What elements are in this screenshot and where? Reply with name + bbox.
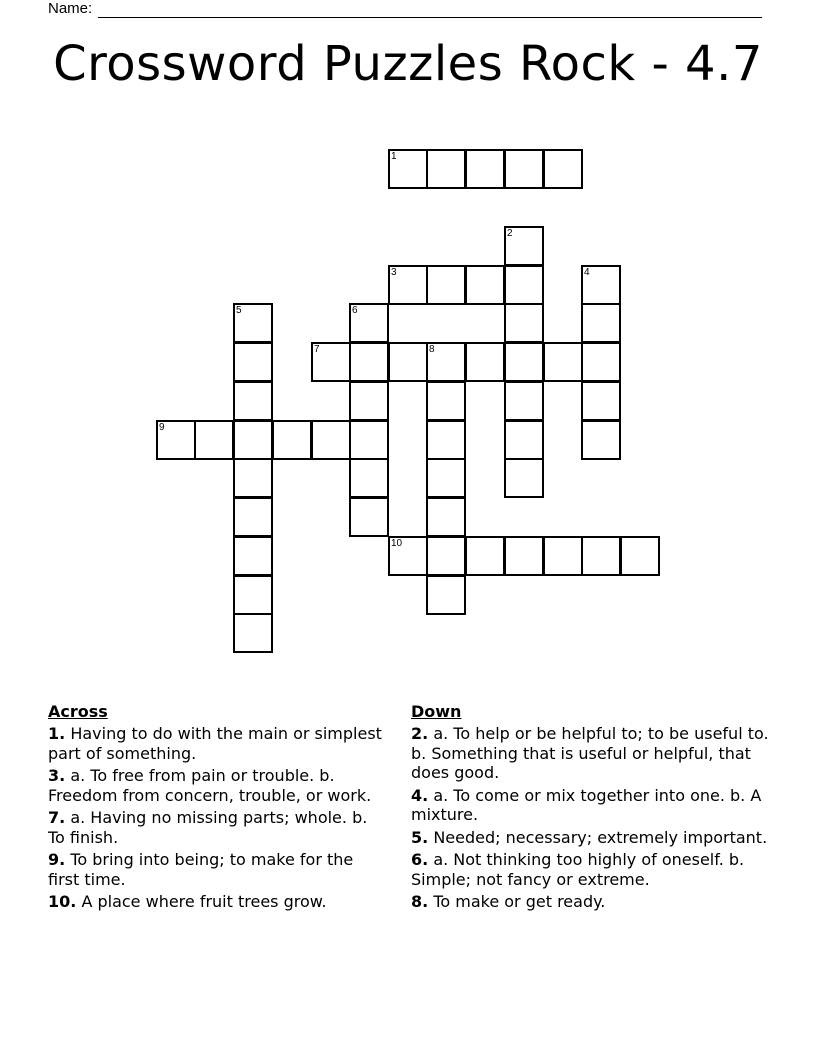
clue-number: 4. bbox=[411, 785, 429, 805]
clue-text: a. To come or mix together into one. b. A mixture. bbox=[411, 785, 762, 824]
grid-cell[interactable] bbox=[504, 342, 544, 382]
clue-number: 3. bbox=[48, 766, 66, 785]
clue-number: 7. bbox=[48, 808, 66, 827]
cell-number: 8 bbox=[429, 344, 435, 355]
grid-cell[interactable] bbox=[194, 420, 234, 460]
clue-text: Needed; necessary; extremely important. bbox=[433, 827, 768, 847]
cell-number: 7 bbox=[314, 344, 320, 355]
cell-number: 9 bbox=[159, 422, 165, 433]
clue-number: 6. bbox=[411, 850, 429, 869]
grid-cell[interactable] bbox=[581, 420, 621, 460]
grid-cell[interactable] bbox=[426, 497, 466, 537]
down-clues bbox=[411, 702, 773, 915]
grid-cell[interactable] bbox=[426, 342, 466, 382]
grid-cell[interactable] bbox=[504, 265, 544, 305]
grid-cell[interactable] bbox=[233, 497, 273, 537]
clue-number: 5. bbox=[411, 827, 429, 847]
grid-cell[interactable] bbox=[465, 536, 505, 576]
clue-text: a. To free from pain or trouble. b. Freedom from concern, trouble, or work. bbox=[48, 766, 372, 805]
grid-cell[interactable] bbox=[543, 536, 583, 576]
grid-cell[interactable] bbox=[388, 149, 428, 189]
grid-cell[interactable] bbox=[465, 342, 505, 382]
grid-cell[interactable] bbox=[504, 381, 544, 421]
grid-cell[interactable] bbox=[465, 149, 505, 189]
grid-cell[interactable] bbox=[504, 458, 544, 498]
grid-cell[interactable] bbox=[233, 575, 273, 615]
grid-cell[interactable] bbox=[311, 420, 351, 460]
grid-cell[interactable] bbox=[581, 381, 621, 421]
grid-cell[interactable] bbox=[504, 536, 544, 576]
grid-cell[interactable] bbox=[349, 497, 389, 537]
clue-down-5 bbox=[411, 828, 773, 848]
grid-cell[interactable] bbox=[620, 536, 660, 576]
cell-number: 6 bbox=[352, 305, 358, 316]
grid-cell[interactable] bbox=[426, 381, 466, 421]
clue-down-8 bbox=[411, 892, 773, 912]
grid-cell[interactable] bbox=[311, 342, 351, 382]
grid-cell[interactable] bbox=[581, 265, 621, 305]
grid-cell[interactable] bbox=[426, 575, 466, 615]
cell-number: 2 bbox=[507, 228, 513, 239]
clue-across-10 bbox=[48, 892, 384, 912]
grid-cell[interactable] bbox=[349, 381, 389, 421]
across-clues bbox=[48, 702, 384, 915]
grid-cell[interactable] bbox=[349, 420, 389, 460]
grid-cell[interactable] bbox=[465, 265, 505, 305]
grid-cell[interactable] bbox=[349, 342, 389, 382]
cell-number: 1 bbox=[391, 151, 397, 162]
grid-cell[interactable] bbox=[233, 458, 273, 498]
grid-cell[interactable] bbox=[233, 381, 273, 421]
clue-text: To bring into being; to make for the first time. bbox=[48, 850, 354, 889]
grid-cell[interactable] bbox=[233, 420, 273, 460]
clue-down-4 bbox=[411, 786, 773, 825]
clue-down-2 bbox=[411, 724, 773, 783]
clue-down-6 bbox=[411, 850, 773, 889]
clue-across-7 bbox=[48, 808, 384, 847]
grid-cell[interactable] bbox=[426, 149, 466, 189]
grid-cell[interactable] bbox=[388, 536, 428, 576]
clue-number: 8. bbox=[411, 892, 429, 911]
grid-cell[interactable] bbox=[349, 458, 389, 498]
clue-across-9 bbox=[48, 850, 384, 889]
cell-number: 10 bbox=[391, 538, 403, 549]
grid-cell[interactable] bbox=[233, 536, 273, 576]
grid-cell[interactable] bbox=[233, 303, 273, 343]
clue-number: 1. bbox=[48, 724, 66, 743]
clue-text: Having to do with the main or simplest part of something. bbox=[48, 724, 382, 763]
grid-cell[interactable] bbox=[233, 613, 273, 653]
grid-cell[interactable] bbox=[272, 420, 312, 460]
cell-number: 4 bbox=[584, 267, 590, 278]
grid-cell[interactable] bbox=[388, 342, 428, 382]
clue-text: To make or get ready. bbox=[433, 892, 606, 911]
grid-cell[interactable] bbox=[426, 265, 466, 305]
grid-cell[interactable] bbox=[156, 420, 196, 460]
clue-across-3 bbox=[48, 766, 384, 805]
clue-text: a. To help or be helpful to; to be useful to. b. Something that is useful or helpful, that does good. bbox=[411, 724, 769, 782]
down-heading: Down bbox=[411, 702, 462, 721]
cell-number: 5 bbox=[236, 305, 242, 316]
across-heading: Across bbox=[48, 702, 108, 721]
grid-cell[interactable] bbox=[581, 303, 621, 343]
clue-text: A place where fruit trees grow. bbox=[81, 892, 327, 911]
grid-cell[interactable] bbox=[543, 342, 583, 382]
clue-number: 2. bbox=[411, 724, 429, 743]
clue-number: 9. bbox=[48, 850, 66, 869]
grid-cell[interactable] bbox=[504, 226, 544, 266]
grid-cell[interactable] bbox=[581, 536, 621, 576]
grid-cell[interactable] bbox=[233, 342, 273, 382]
grid-cell[interactable] bbox=[349, 303, 389, 343]
cell-number: 3 bbox=[391, 267, 397, 278]
page-title: Crossword Puzzles Rock - 4.7 bbox=[53, 36, 763, 92]
grid-cell[interactable] bbox=[581, 342, 621, 382]
grid-cell[interactable] bbox=[426, 420, 466, 460]
grid-cell[interactable] bbox=[388, 265, 428, 305]
clue-number: 10. bbox=[48, 892, 77, 911]
grid-cell[interactable] bbox=[504, 420, 544, 460]
grid-cell[interactable] bbox=[504, 303, 544, 343]
grid-cell[interactable] bbox=[426, 536, 466, 576]
clue-text: a. Not thinking too highly of oneself. b. Simple; not fancy or extreme. bbox=[411, 850, 745, 889]
name-label: Name: bbox=[48, 0, 93, 17]
grid-cell[interactable] bbox=[426, 458, 466, 498]
grid-cell[interactable] bbox=[504, 149, 544, 189]
clue-across-1 bbox=[48, 724, 384, 763]
clue-text: a. Having no missing parts; whole. b. To finish. bbox=[48, 808, 368, 847]
grid-cell[interactable] bbox=[543, 149, 583, 189]
